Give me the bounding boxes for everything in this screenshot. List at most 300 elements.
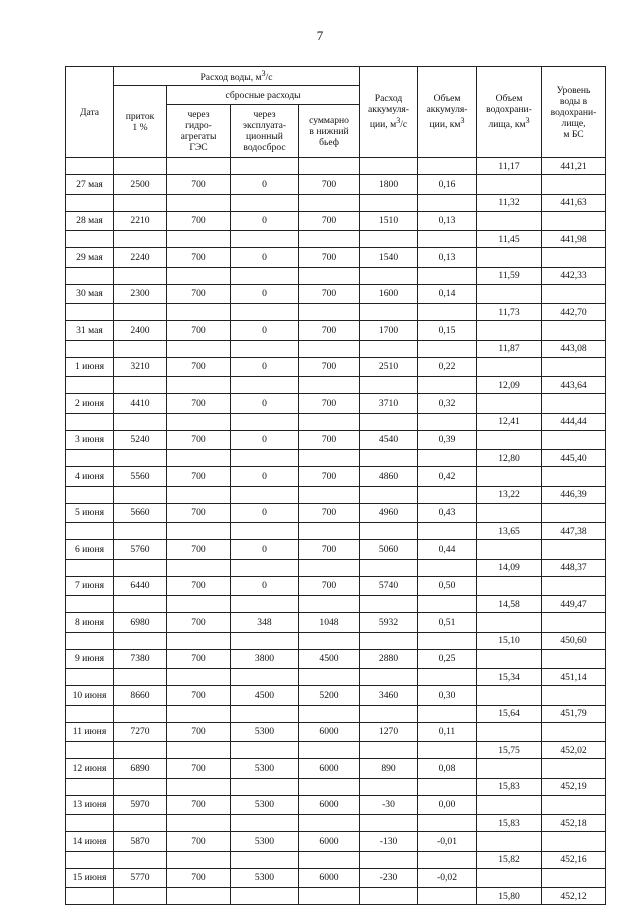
table-cell-empty <box>360 815 418 832</box>
table-row <box>66 559 606 576</box>
spillway-cell: 5300 <box>231 722 299 742</box>
total-cell: 5200 <box>299 686 360 706</box>
table-cell-empty <box>167 304 231 321</box>
header-total-downstream: суммарно в нижний бьеф <box>299 105 360 158</box>
units-cell: 700 <box>167 503 231 523</box>
table-cell-empty <box>360 304 418 321</box>
table-cell-empty <box>360 778 418 795</box>
spillway-cell: 0 <box>231 248 299 268</box>
accum-flow-cell: 1510 <box>360 211 418 231</box>
date-cell: 3 июня <box>66 430 114 450</box>
table-row <box>66 632 606 649</box>
spillway-cell: 0 <box>231 357 299 377</box>
accum-volume-cell: 0,50 <box>418 576 477 596</box>
date-cell: 12 июня <box>66 759 114 779</box>
table-row <box>66 413 606 430</box>
table-row <box>66 377 606 394</box>
table-cell-empty <box>231 778 299 795</box>
table-row <box>66 394 606 414</box>
table-cell-empty <box>66 194 114 211</box>
table-cell-empty <box>360 450 418 467</box>
inflow-cell: 5560 <box>114 467 167 487</box>
spillway-cell: 0 <box>231 540 299 560</box>
table-row <box>66 523 606 540</box>
table-cell-empty <box>114 486 167 503</box>
total-cell: 6000 <box>299 795 360 815</box>
table-cell-empty <box>114 778 167 795</box>
accum-flow-cell: 5932 <box>360 613 418 633</box>
header-through-units: через гидро- агрегаты ГЭС <box>167 105 231 158</box>
table-cell-empty <box>360 705 418 722</box>
inflow-cell: 8660 <box>114 686 167 706</box>
date-cell: 28 мая <box>66 211 114 231</box>
water-level-cell: 452,16 <box>542 851 606 868</box>
date-cell: 10 июня <box>66 686 114 706</box>
table-cell-empty <box>231 632 299 649</box>
table-row <box>66 486 606 503</box>
reservoir-volume-cell: 11,17 <box>477 158 542 175</box>
table-cell-empty <box>360 267 418 284</box>
accum-flow-cell: 5740 <box>360 576 418 596</box>
table-cell-empty <box>542 686 606 706</box>
inflow-cell: 5660 <box>114 503 167 523</box>
water-level-cell: 441,21 <box>542 158 606 175</box>
table-cell-empty <box>299 888 360 905</box>
table-cell-empty <box>418 669 477 686</box>
table-cell-empty <box>477 430 542 450</box>
table-cell-empty <box>66 523 114 540</box>
table-cell-empty <box>360 231 418 248</box>
table-row <box>66 503 606 523</box>
units-cell: 700 <box>167 540 231 560</box>
units-cell: 700 <box>167 248 231 268</box>
date-cell: 30 мая <box>66 284 114 304</box>
total-cell: 700 <box>299 321 360 341</box>
table-cell-empty <box>299 596 360 613</box>
accum-flow-cell: 5060 <box>360 540 418 560</box>
table-cell-empty <box>418 596 477 613</box>
table-cell-empty <box>360 669 418 686</box>
units-cell: 700 <box>167 576 231 596</box>
table-cell-empty <box>231 705 299 722</box>
spillway-cell: 5300 <box>231 759 299 779</box>
accum-volume-cell: 0,30 <box>418 686 477 706</box>
table-cell-empty <box>66 413 114 430</box>
table-cell-empty <box>360 486 418 503</box>
table-cell-empty <box>66 559 114 576</box>
table-row <box>66 175 606 195</box>
water-level-cell: 451,14 <box>542 669 606 686</box>
table-cell-empty <box>231 888 299 905</box>
units-cell: 700 <box>167 832 231 852</box>
table-cell-empty <box>114 632 167 649</box>
units-cell: 700 <box>167 175 231 195</box>
table-cell-empty <box>66 705 114 722</box>
table-cell-empty <box>542 175 606 195</box>
date-cell: 4 июня <box>66 467 114 487</box>
table-cell-empty <box>418 559 477 576</box>
inflow-cell: 3210 <box>114 357 167 377</box>
water-level-cell: 452,12 <box>542 888 606 905</box>
reservoir-volume-cell: 11,73 <box>477 304 542 321</box>
table-cell-empty <box>418 413 477 430</box>
accum-volume-cell: 0,14 <box>418 284 477 304</box>
table-cell-empty <box>360 413 418 430</box>
table-cell-empty <box>418 450 477 467</box>
total-cell: 6000 <box>299 722 360 742</box>
table-cell-empty <box>114 596 167 613</box>
water-level-cell: 444,44 <box>542 413 606 430</box>
table-cell-empty <box>114 194 167 211</box>
water-level-cell: 448,37 <box>542 559 606 576</box>
spillway-cell: 0 <box>231 503 299 523</box>
total-cell: 6000 <box>299 759 360 779</box>
page-number: 7 <box>316 28 324 43</box>
date-cell: 6 июня <box>66 540 114 560</box>
accum-flow-cell: -30 <box>360 795 418 815</box>
water-level-cell: 452,18 <box>542 815 606 832</box>
table-cell-empty <box>167 705 231 722</box>
table-cell-empty <box>66 158 114 175</box>
water-level-cell: 442,70 <box>542 304 606 321</box>
table-cell-empty <box>542 759 606 779</box>
table-cell-empty <box>66 596 114 613</box>
table-cell-empty <box>299 158 360 175</box>
reservoir-volume-cell: 13,22 <box>477 486 542 503</box>
table-cell-empty <box>114 851 167 868</box>
table-cell-empty <box>418 304 477 321</box>
table-cell-empty <box>542 832 606 852</box>
table-cell-empty <box>231 851 299 868</box>
inflow-cell: 2300 <box>114 284 167 304</box>
table-cell-empty <box>360 523 418 540</box>
inflow-cell: 6440 <box>114 576 167 596</box>
table-row <box>66 868 606 888</box>
table-cell-empty <box>66 669 114 686</box>
table-cell-empty <box>167 340 231 357</box>
water-level-cell: 449,47 <box>542 596 606 613</box>
table-cell-empty <box>299 669 360 686</box>
table-row <box>66 705 606 722</box>
table-row <box>66 304 606 321</box>
table-cell-empty <box>360 851 418 868</box>
table-row <box>66 467 606 487</box>
table-cell-empty <box>299 267 360 284</box>
reservoir-volume-cell: 15,80 <box>477 888 542 905</box>
date-cell: 2 июня <box>66 394 114 414</box>
table-cell-empty <box>231 742 299 759</box>
header-water-level: Уровень воды в водохрани- лище, м БС <box>542 67 606 158</box>
table-cell-empty <box>167 815 231 832</box>
inflow-cell: 2400 <box>114 321 167 341</box>
table-cell-empty <box>477 540 542 560</box>
accum-volume-cell: 0,00 <box>418 795 477 815</box>
table-cell-empty <box>542 540 606 560</box>
table-cell-empty <box>167 559 231 576</box>
table-cell-empty <box>477 722 542 742</box>
water-level-cell: 452,19 <box>542 778 606 795</box>
units-cell: 700 <box>167 722 231 742</box>
table-cell-empty <box>167 267 231 284</box>
table-row <box>66 851 606 868</box>
table-cell-empty <box>477 576 542 596</box>
reservoir-volume-cell: 12,41 <box>477 413 542 430</box>
accum-volume-cell: 0,16 <box>418 175 477 195</box>
reservoir-volume-cell: 15,83 <box>477 815 542 832</box>
table-cell-empty <box>167 523 231 540</box>
inflow-cell: 2240 <box>114 248 167 268</box>
header-accum-volume: Объем аккумуля- ции, $км^3$ <box>418 67 477 158</box>
accum-flow-cell: 2510 <box>360 357 418 377</box>
table-cell-empty <box>477 649 542 669</box>
inflow-cell: 5760 <box>114 540 167 560</box>
reservoir-volume-cell: 12,80 <box>477 450 542 467</box>
table-cell-empty <box>477 248 542 268</box>
units-cell: 700 <box>167 211 231 231</box>
reservoir-volume-cell: 15,75 <box>477 742 542 759</box>
table-cell-empty <box>66 778 114 795</box>
table-cell-empty <box>477 175 542 195</box>
accum-volume-cell: 0,22 <box>418 357 477 377</box>
total-cell: 700 <box>299 175 360 195</box>
table-cell-empty <box>299 304 360 321</box>
reservoir-volume-cell: 15,10 <box>477 632 542 649</box>
reservoir-volume-cell: 14,09 <box>477 559 542 576</box>
table-cell-empty <box>360 632 418 649</box>
total-cell: 6000 <box>299 832 360 852</box>
table-cell-empty <box>231 194 299 211</box>
spillway-cell: 0 <box>231 394 299 414</box>
table-row <box>66 815 606 832</box>
header-through-spillway: через эксплуата- ционный водосброс <box>231 105 299 158</box>
table-cell-empty <box>477 795 542 815</box>
table-cell-empty <box>477 503 542 523</box>
table-row <box>66 321 606 341</box>
table-row <box>66 211 606 231</box>
table-cell-empty <box>231 267 299 284</box>
total-cell: 700 <box>299 211 360 231</box>
table-cell-empty <box>360 194 418 211</box>
spillway-cell: 5300 <box>231 868 299 888</box>
table-cell-empty <box>66 815 114 832</box>
total-cell: 700 <box>299 248 360 268</box>
table-cell-empty <box>542 284 606 304</box>
table-row <box>66 248 606 268</box>
table-cell-empty <box>542 430 606 450</box>
units-cell: 700 <box>167 321 231 341</box>
reservoir-volume-cell: 13,65 <box>477 523 542 540</box>
water-level-cell: 452,02 <box>542 742 606 759</box>
table-cell-empty <box>231 559 299 576</box>
water-level-cell: 441,63 <box>542 194 606 211</box>
total-cell: 700 <box>299 394 360 414</box>
accum-volume-cell: 0,13 <box>418 248 477 268</box>
table-cell-empty <box>477 613 542 633</box>
table-cell-empty <box>66 231 114 248</box>
table-cell-empty <box>542 868 606 888</box>
table-cell-empty <box>167 851 231 868</box>
spillway-cell: 0 <box>231 211 299 231</box>
table-row <box>66 669 606 686</box>
table-cell-empty <box>299 742 360 759</box>
accum-flow-cell: 4860 <box>360 467 418 487</box>
date-cell: 15 июня <box>66 868 114 888</box>
spillway-cell: 5300 <box>231 795 299 815</box>
table-cell-empty <box>167 231 231 248</box>
accum-flow-cell: 1600 <box>360 284 418 304</box>
units-cell: 700 <box>167 284 231 304</box>
accum-volume-cell: 0,39 <box>418 430 477 450</box>
water-level-cell: 445,40 <box>542 450 606 467</box>
accum-volume-cell: 0,11 <box>418 722 477 742</box>
table-cell-empty <box>477 467 542 487</box>
water-balance-table <box>65 66 606 905</box>
table-cell-empty <box>418 705 477 722</box>
accum-volume-cell: 0,51 <box>418 613 477 633</box>
header-inflow: приток 1 % <box>114 86 167 158</box>
table-cell-empty <box>542 576 606 596</box>
inflow-cell: 5240 <box>114 430 167 450</box>
accum-flow-cell: 1800 <box>360 175 418 195</box>
units-cell: 700 <box>167 759 231 779</box>
table-cell-empty <box>167 778 231 795</box>
table-cell-empty <box>477 211 542 231</box>
table-cell-empty <box>66 450 114 467</box>
accum-flow-cell: 2880 <box>360 649 418 669</box>
reservoir-volume-cell: 11,59 <box>477 267 542 284</box>
table-cell-empty <box>66 888 114 905</box>
reservoir-volume-cell: 15,82 <box>477 851 542 868</box>
spillway-cell: 3800 <box>231 649 299 669</box>
accum-flow-cell: 4960 <box>360 503 418 523</box>
table-cell-empty <box>542 467 606 487</box>
table-cell-empty <box>114 158 167 175</box>
date-cell: 5 июня <box>66 503 114 523</box>
table-cell-empty <box>299 815 360 832</box>
table-cell-empty <box>542 211 606 231</box>
accum-volume-cell: 0,25 <box>418 649 477 669</box>
spillway-cell: 0 <box>231 430 299 450</box>
table-row <box>66 759 606 779</box>
table-cell-empty <box>114 705 167 722</box>
water-level-cell: 441,98 <box>542 231 606 248</box>
spillway-cell: 0 <box>231 175 299 195</box>
table-cell-empty <box>299 632 360 649</box>
table-cell-empty <box>167 450 231 467</box>
accum-flow-cell: 3710 <box>360 394 418 414</box>
units-cell: 700 <box>167 430 231 450</box>
table-cell-empty <box>231 486 299 503</box>
spillway-cell: 348 <box>231 613 299 633</box>
table-cell-empty <box>360 158 418 175</box>
table-cell-empty <box>418 888 477 905</box>
table-cell-empty <box>542 248 606 268</box>
table-cell-empty <box>114 377 167 394</box>
table-cell-empty <box>66 851 114 868</box>
table-cell-empty <box>114 231 167 248</box>
header-date: Дата <box>66 67 114 158</box>
reservoir-volume-cell: 15,83 <box>477 778 542 795</box>
table-cell-empty <box>542 503 606 523</box>
accum-flow-cell: 890 <box>360 759 418 779</box>
table-row <box>66 778 606 795</box>
table-cell-empty <box>418 340 477 357</box>
table-cell-empty <box>477 868 542 888</box>
total-cell: 700 <box>299 430 360 450</box>
table-cell-empty <box>477 759 542 779</box>
reservoir-volume-cell: 11,87 <box>477 340 542 357</box>
table-cell-empty <box>477 321 542 341</box>
table-cell-empty <box>299 377 360 394</box>
accum-flow-cell: 4540 <box>360 430 418 450</box>
table-cell-empty <box>360 377 418 394</box>
accum-flow-cell: -230 <box>360 868 418 888</box>
table-cell-empty <box>477 357 542 377</box>
spillway-cell: 0 <box>231 321 299 341</box>
water-level-cell: 446,39 <box>542 486 606 503</box>
reservoir-volume-cell: 12,09 <box>477 377 542 394</box>
table-cell-empty <box>477 832 542 852</box>
table-cell-empty <box>299 486 360 503</box>
date-cell: 31 мая <box>66 321 114 341</box>
table-cell-empty <box>542 613 606 633</box>
table-cell-empty <box>231 450 299 467</box>
table-cell-empty <box>167 742 231 759</box>
table-cell-empty <box>231 596 299 613</box>
table-row <box>66 194 606 211</box>
table-cell-empty <box>418 815 477 832</box>
date-cell: 7 июня <box>66 576 114 596</box>
table-cell-empty <box>299 450 360 467</box>
table-cell-empty <box>542 357 606 377</box>
table-row <box>66 340 606 357</box>
water-level-cell: 443,64 <box>542 377 606 394</box>
table-cell-empty <box>299 340 360 357</box>
table-cell-empty <box>66 340 114 357</box>
table-cell-empty <box>418 194 477 211</box>
table-row <box>66 832 606 852</box>
table-cell-empty <box>114 815 167 832</box>
header-flow-group: Расход воды, $м^3/с$ <box>114 67 360 86</box>
table-cell-empty <box>418 486 477 503</box>
accum-flow-cell: 1700 <box>360 321 418 341</box>
table-row <box>66 158 606 175</box>
table-cell-empty <box>299 559 360 576</box>
total-cell: 700 <box>299 503 360 523</box>
water-level-cell: 447,38 <box>542 523 606 540</box>
table-cell-empty <box>66 377 114 394</box>
table-cell-empty <box>66 632 114 649</box>
units-cell: 700 <box>167 394 231 414</box>
table-row <box>66 267 606 284</box>
table-cell-empty <box>542 649 606 669</box>
inflow-cell: 5870 <box>114 832 167 852</box>
table-cell-empty <box>542 321 606 341</box>
table-cell-empty <box>167 413 231 430</box>
table-cell-empty <box>360 559 418 576</box>
inflow-cell: 7270 <box>114 722 167 742</box>
table-cell-empty <box>66 742 114 759</box>
inflow-cell: 5770 <box>114 868 167 888</box>
accum-volume-cell: 0,32 <box>418 394 477 414</box>
table-cell-empty <box>167 596 231 613</box>
table-body <box>66 158 606 905</box>
units-cell: 700 <box>167 795 231 815</box>
total-cell: 4500 <box>299 649 360 669</box>
table-cell-empty <box>231 340 299 357</box>
water-level-cell: 443,08 <box>542 340 606 357</box>
water-level-cell: 450,60 <box>542 632 606 649</box>
